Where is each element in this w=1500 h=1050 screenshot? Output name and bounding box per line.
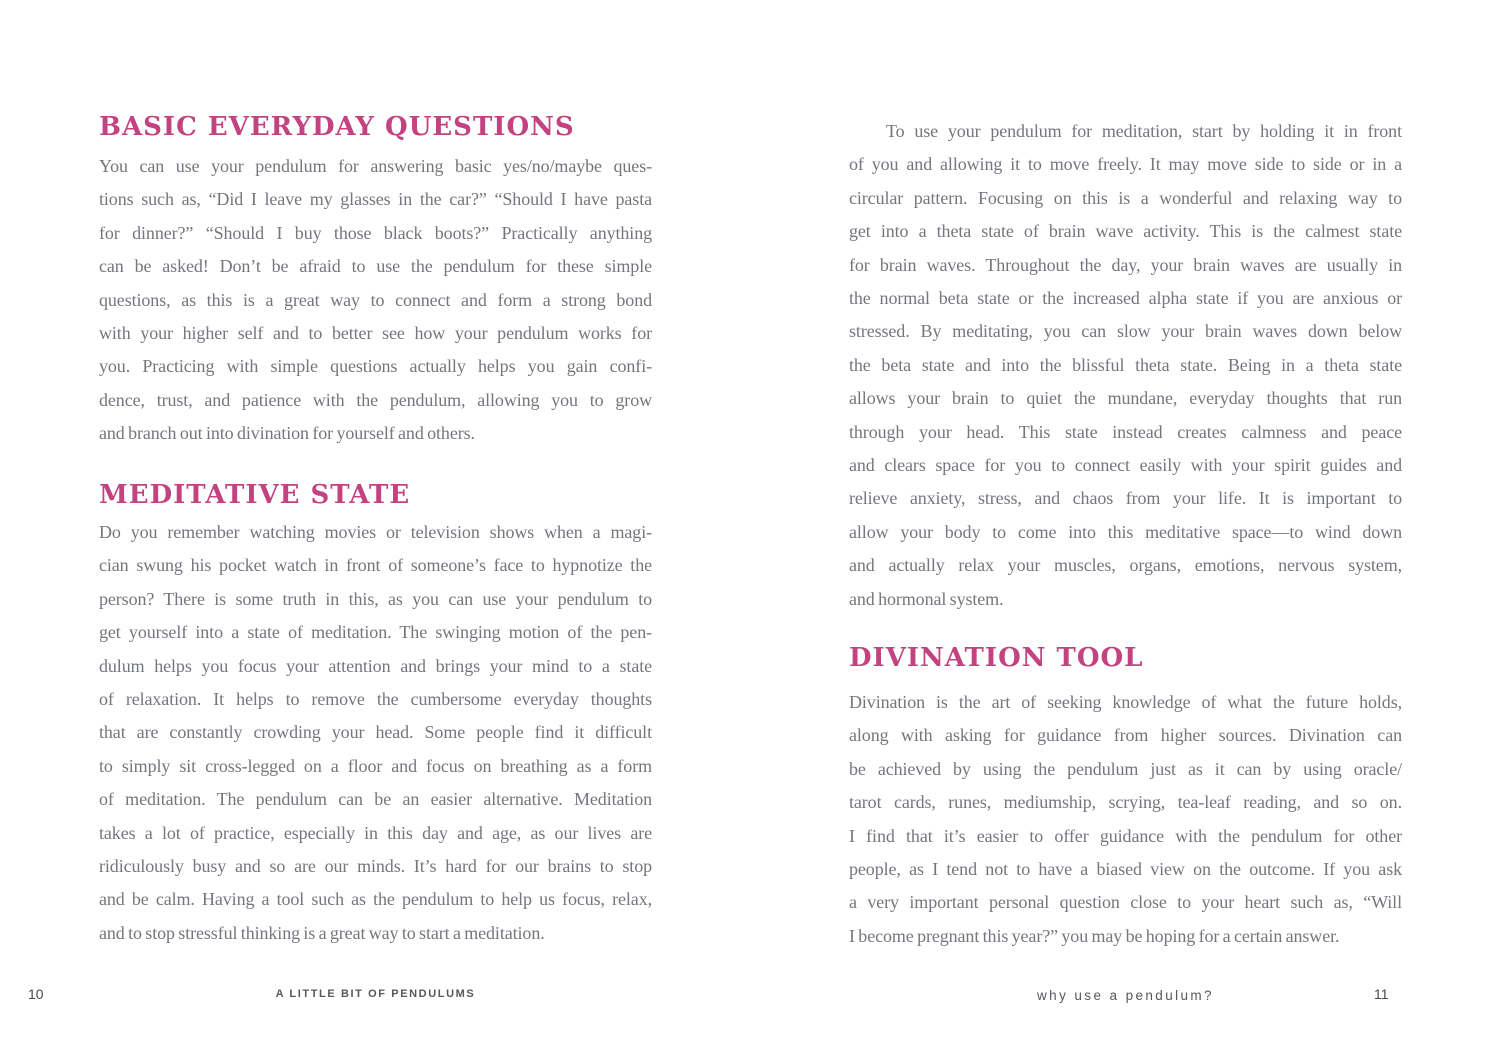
text-line: tarot cards, runes, mediumship, scrying, tea-leaf reading, and so on.: [849, 792, 1402, 813]
text-line: dence, trust, and patience with the pendulum, allowing you to grow: [99, 389, 652, 410]
text-line: Do you remember watching movies or television shows when a magi-: [99, 522, 652, 542]
text-line: ridiculously busy and so are our minds. It’s hard for our brains to stop: [99, 856, 652, 877]
text-line: and branch out into divination for yourself and others.: [99, 423, 475, 444]
text-line: and actually relax your muscles, organs, emotions, nervous system,: [849, 555, 1402, 576]
text-line: relieve anxiety, stress, and chaos from your life. It is important to: [849, 488, 1402, 509]
text-line: questions, as this is a great way to connect and form a strong bond: [99, 289, 652, 310]
running-footer-chapter-title: why use a pendulum?: [1037, 988, 1214, 1003]
text-line: takes a lot of practice, especially in this day and age, as our lives are: [99, 822, 652, 843]
text-line: for brain waves. Throughout the day, your brain waves are usually in: [849, 254, 1402, 275]
paragraph-meditative-state: [99, 516, 652, 950]
page-number-right: 11: [1374, 986, 1389, 1002]
heading-basic-everyday-questions: BASIC EVERYDAY QUESTIONS: [99, 112, 575, 142]
text-line: be achieved by using the pendulum just as it can by using oracle/: [849, 758, 1402, 779]
text-line: through your head. This state instead creates calmness and peace: [849, 421, 1402, 442]
text-line: stressed. By meditating, you can slow your brain waves down below: [849, 321, 1402, 342]
text-line: and be calm. Having a tool such as the pendulum to help us focus, relax,: [99, 889, 652, 910]
text-line: Divination is the art of seeking knowledge of what the future holds,: [849, 692, 1402, 712]
text-line: a very important personal question close to your heart such as, “Will: [849, 892, 1402, 913]
text-line: tions such as, “Did I leave my glasses in the car?” “Should I have pasta: [99, 189, 652, 210]
heading-divination-tool: DIVINATION TOOL: [849, 643, 1144, 673]
heading-meditative-state: MEDITATIVE STATE: [99, 480, 411, 510]
text-line: To use your pendulum for meditation, start by holding it in front: [886, 121, 1402, 141]
text-line: get into a theta state of brain wave activity. This is the calmest state: [849, 221, 1402, 242]
text-line: that are constantly crowding your head. Some people find it difficult: [99, 722, 652, 743]
text-line: allow your body to come into this meditative space—to wind down: [849, 521, 1402, 542]
text-line: the normal beta state or the increased alpha state if you are anxious or: [849, 288, 1402, 309]
text-line: of you and allowing it to move freely. It may move side to side or in a: [849, 154, 1402, 175]
text-line: allows your brain to quiet the mundane, everyday thoughts that run: [849, 388, 1402, 409]
text-line: and clears space for you to connect easily with your spirit guides and: [849, 455, 1402, 476]
text-line: circular pattern. Focusing on this is a wonderful and relaxing way to: [849, 187, 1402, 208]
text-line: can be asked! Don’t be afraid to use the pendulum for these simple: [99, 256, 652, 277]
text-line: you. Practicing with simple questions actually helps you gain confi-: [99, 356, 652, 377]
text-line: with your higher self and to better see how your pendulum works for: [99, 323, 652, 344]
paragraph-divination-tool: [849, 686, 1402, 953]
text-line: and hormonal system.: [849, 588, 1004, 609]
text-line: along with asking for guidance from higher sources. Divination can: [849, 725, 1402, 746]
text-line: the beta state and into the blissful theta state. Being in a theta state: [849, 354, 1402, 375]
text-line: people, as I tend not to have a biased view on the outcome. If you ask: [849, 859, 1402, 880]
page-right: [750, 0, 1500, 1050]
text-line: person? There is some truth in this, as you can use your pendulum to: [99, 588, 652, 609]
paragraph-meditation-continuation: [849, 115, 1402, 616]
text-line: for dinner?” “Should I buy those black boots?” Practically anything: [99, 222, 652, 243]
paragraph-basic-everyday-questions: [99, 150, 652, 451]
page-number-left: 10: [28, 986, 44, 1002]
text-line: cian swung his pocket watch in front of someone’s face to hypnotize the: [99, 555, 652, 576]
text-line: and to stop stressful thinking is a great way to start a meditation.: [99, 922, 545, 943]
text-line: of meditation. The pendulum can be an easier alternative. Meditation: [99, 789, 652, 810]
text-line: I become pregnant this year?” you may be hoping for a certain answer.: [849, 925, 1340, 946]
text-line: of relaxation. It helps to remove the cumbersome everyday thoughts: [99, 689, 652, 710]
text-line: dulum helps you focus your attention and brings your mind to a state: [99, 655, 652, 676]
text-line: get yourself into a state of meditation. The swinging motion of the pen-: [99, 622, 652, 643]
running-footer-book-title: A LITTLE BIT OF PENDULUMS: [275, 988, 476, 1000]
text-line: to simply sit cross-legged on a floor and focus on breathing as a form: [99, 755, 652, 776]
text-line: You can use your pendulum for answering basic yes/no/maybe ques-: [99, 156, 652, 176]
text-line: I find that it’s easier to offer guidance with the pendulum for other: [849, 825, 1402, 846]
